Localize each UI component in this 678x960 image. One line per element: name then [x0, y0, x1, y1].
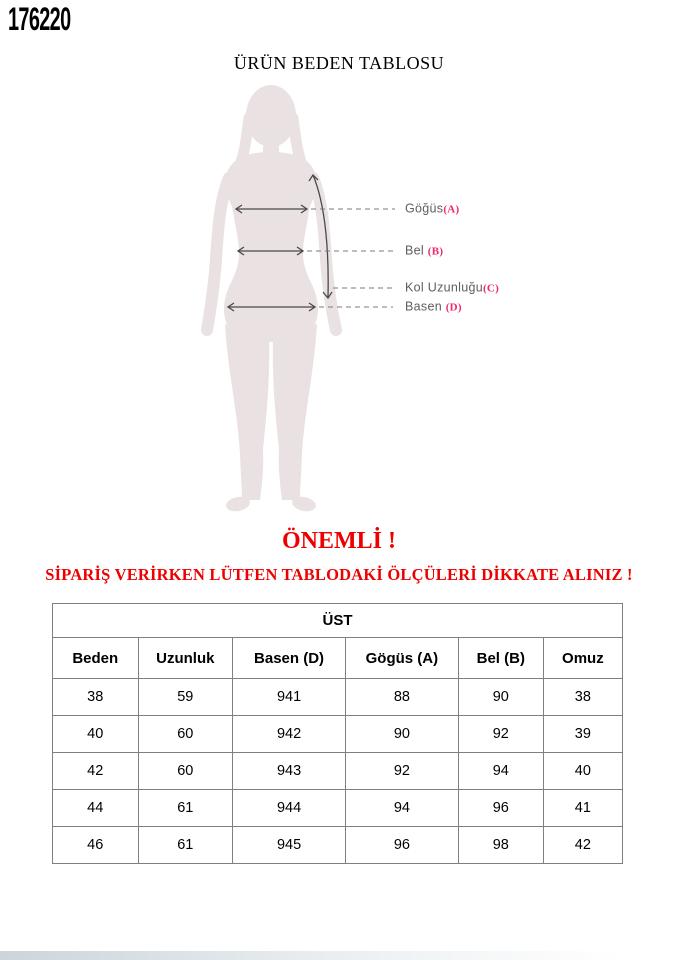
table-cell: 944 — [233, 790, 346, 827]
table-cell: 943 — [233, 753, 346, 790]
label-gogus — [405, 202, 460, 216]
table-cell: 41 — [543, 790, 622, 827]
table-row — [53, 753, 623, 790]
label-kol-uzunlugu — [405, 281, 499, 295]
table-cell: 92 — [458, 716, 543, 753]
table-cell: 46 — [53, 827, 139, 864]
table-cell: 94 — [345, 790, 458, 827]
table-cell: 90 — [458, 679, 543, 716]
table-cell: 96 — [345, 827, 458, 864]
label-basen-text: Basen — [405, 299, 446, 314]
table-cell: 60 — [138, 753, 233, 790]
label-gogus-letter: (A) — [443, 203, 460, 216]
group-header-cell: ÜST — [53, 604, 623, 638]
product-code: 176220 — [8, 1, 71, 37]
table-cell: 39 — [543, 716, 622, 753]
table-cell: 61 — [138, 790, 233, 827]
order-warning-text: SİPARİŞ VERİRKEN LÜTFEN TABLODAKİ ÖLÇÜLERİ DİKKATE ALINIZ ! — [45, 565, 633, 584]
label-kol-text: Kol Uzunluğu — [405, 280, 483, 295]
label-basen — [405, 300, 462, 314]
column-header: Basen (D) — [233, 638, 346, 679]
label-basen-letter: (D) — [445, 301, 462, 314]
table-cell: 61 — [138, 827, 233, 864]
table-cell: 59 — [138, 679, 233, 716]
table-row — [53, 827, 623, 864]
column-header: Bel (B) — [458, 638, 543, 679]
table-cell: 88 — [345, 679, 458, 716]
label-bel-text: Bel — [405, 243, 428, 258]
table-row — [53, 679, 623, 716]
important-heading: ÖNEMLİ ! — [282, 528, 396, 554]
table-cell: 92 — [345, 753, 458, 790]
table-cell: 44 — [53, 790, 139, 827]
label-bel-letter: (B) — [427, 245, 444, 258]
table-cell: 40 — [543, 753, 622, 790]
table-cell: 42 — [53, 753, 139, 790]
table-cell: 90 — [345, 716, 458, 753]
table-cell: 40 — [53, 716, 139, 753]
table-cell: 38 — [53, 679, 139, 716]
table-cell: 98 — [458, 827, 543, 864]
table-group-header-row — [53, 604, 623, 638]
column-header: Uzunluk — [138, 638, 233, 679]
label-gogus-text: Göğüs — [405, 201, 444, 216]
table-cell: 942 — [233, 716, 346, 753]
table-column-header-row — [53, 638, 623, 679]
size-table — [52, 603, 623, 864]
table-cell: 941 — [233, 679, 346, 716]
column-header: Beden — [53, 638, 139, 679]
column-header: Gögüs (A) — [345, 638, 458, 679]
table-cell: 38 — [543, 679, 622, 716]
label-kol-letter: (C) — [482, 282, 500, 295]
table-cell: 60 — [138, 716, 233, 753]
table-row — [53, 716, 623, 753]
page-title: ÜRÜN BEDEN TABLOSU — [233, 53, 445, 73]
table-cell: 945 — [233, 827, 346, 864]
table-cell: 94 — [458, 753, 543, 790]
table-row — [53, 790, 623, 827]
table-cell: 96 — [458, 790, 543, 827]
table-cell: 42 — [543, 827, 622, 864]
column-header: Omuz — [543, 638, 622, 679]
measurement-figure — [150, 84, 678, 520]
bottom-gradient-bar — [0, 951, 678, 960]
label-bel — [405, 244, 443, 258]
